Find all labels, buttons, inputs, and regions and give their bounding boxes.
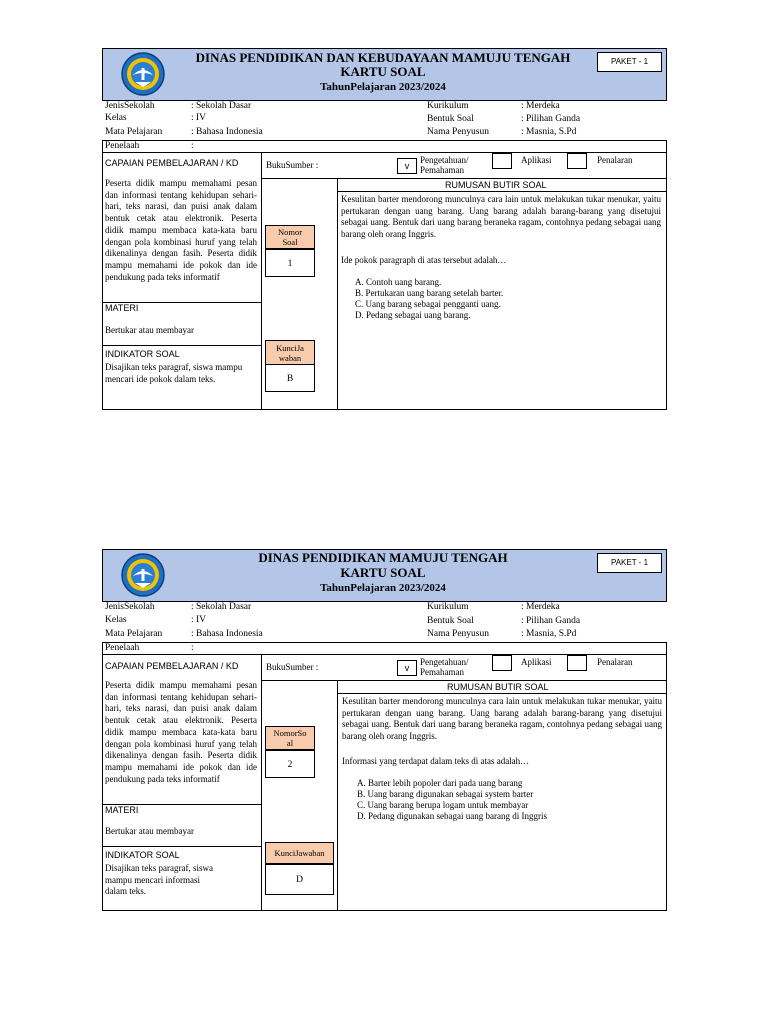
materi-text: Bertukar atau membayar xyxy=(105,826,194,836)
divider xyxy=(261,178,667,179)
info-mapel-value: : Bahasa Indonesia xyxy=(191,629,263,639)
info-kelas-value: : IV xyxy=(191,615,207,625)
card-header xyxy=(102,48,667,101)
info-bentuk-label: Bentuk Soal xyxy=(427,616,474,626)
buku-sumber-label: BukuSumber : xyxy=(266,160,319,170)
info-penelaah-value: : xyxy=(191,643,194,653)
pengetahuan-checkbox[interactable]: v xyxy=(397,660,417,676)
info-kurikulum-value: : Merdeka xyxy=(521,602,560,612)
divider xyxy=(337,178,338,410)
question-text: Ide pokok paragraph di atas tersebut adalah… xyxy=(341,255,507,265)
info-mapel-label: Mata Pelajaran xyxy=(105,629,163,639)
kartu-soal-card-1 xyxy=(102,48,667,410)
penalaran-label: Penalaran xyxy=(597,657,633,667)
materi-heading: MATERI xyxy=(105,805,139,815)
info-penelaah-value: : xyxy=(191,141,194,151)
aplikasi-checkbox[interactable] xyxy=(492,655,512,671)
materi-heading: MATERI xyxy=(105,303,139,313)
pengetahuan-label: Pengetahuan/ Pemahaman xyxy=(420,155,469,175)
info-bentuk-value: : Pilihan Ganda xyxy=(521,616,581,626)
option-d[interactable]: D. Pedang sebagai uang barang. xyxy=(355,310,471,320)
option-b[interactable]: B. Uang barang digunakan sebagai system barter xyxy=(357,789,534,799)
capaian-text: Peserta didik mampu memahami pesan dan informasi tentang kehidupan sehari-hari, teks narasi, dan puisi anak dalam bentuk cetak atau elektronik. Peserta didik mampu membaca kata-kata baru dengan pola kombinasi huruf yang telah dikenalinya dengan fasih. Peserta didik mampu memahami ide pokok dan ide pendukung pada teks informatif xyxy=(105,680,257,784)
divider xyxy=(261,654,262,911)
divider xyxy=(337,693,667,694)
kunci-jawaban-value: B xyxy=(265,364,315,392)
nomor-soal-value: 2 xyxy=(265,750,315,778)
nomor-soal-value: 1 xyxy=(265,249,315,277)
divider xyxy=(102,345,261,346)
card-header xyxy=(102,549,667,602)
passage-text: Kesulitan barter mendorong munculnya cara lain untuk melakukan tukar menukar, yaitu pertukaran dengan uang barang. Uang barang adalah barang-barang yang disetujui sebagai uang. Bentuk dari uang barang beraneka ragam, contohnya pedang sebagai uang barang oleh orang Inggris. xyxy=(341,194,661,240)
header-year: TahunPelajaran 2023/2024 xyxy=(320,582,446,594)
option-c[interactable]: C. Uang barang sebagai pengganti uang. xyxy=(355,299,501,309)
passage-text: Kesulitan barter mendorong munculnya cara lain untuk melakukan tukar menukar, yaitu pertukaran dengan uang barang. Uang barang adalah barang-barang yang disetujui sebagai uang. Bentuk dari uang barang beraneka ragam, contohnya pedang sebagai uang barang oleh orang Inggris. xyxy=(342,696,662,742)
nomor-soal-label: NomorSo al xyxy=(265,726,315,750)
penalaran-checkbox[interactable] xyxy=(567,655,587,671)
info-penyusun-label: Nama Penyusun xyxy=(427,127,490,137)
nomor-soal-label: Nomor Soal xyxy=(265,225,315,249)
header-subtitle: KARTU SOAL xyxy=(340,565,426,580)
question-text: Informasi yang terdapat dalam teks di atas adalah… xyxy=(342,756,530,766)
option-a[interactable]: A. Contoh uang barang. xyxy=(355,277,442,287)
rumusan-heading: RUMUSAN BUTIR SOAL xyxy=(447,682,549,692)
rumusan-heading: RUMUSAN BUTIR SOAL xyxy=(445,180,547,190)
kunci-jawaban-value: D xyxy=(265,864,334,895)
materi-text: Bertukar atau membayar xyxy=(105,325,194,335)
tut-wuri-handayani-logo-icon xyxy=(117,552,169,598)
divider xyxy=(337,680,338,911)
info-penelaah-label: Penelaah xyxy=(105,141,140,151)
pengetahuan-checkbox[interactable]: v xyxy=(397,158,417,174)
indikator-heading: INDIKATOR SOAL xyxy=(105,850,180,860)
info-mapel-label: Mata Pelajaran xyxy=(105,127,163,137)
paket-badge: PAKET - 1 xyxy=(597,553,662,573)
option-b[interactable]: B. Pertukaran uang barang setelah barter. xyxy=(355,288,504,298)
divider xyxy=(261,680,667,681)
info-mapel-value: : Bahasa Indonesia xyxy=(191,127,263,137)
info-jenis-label: JenisSekolah xyxy=(105,602,155,612)
header-year: TahunPelajaran 2023/2024 xyxy=(320,81,446,93)
capaian-text: Peserta didik mampu memahami pesan dan informasi tentang kehidupan sehari-hari, teks narasi, dan puisi anak dalam bentuk cetak atau elektronik. Peserta didik mampu membaca kata-kata baru dengan pola kombinasi huruf yang telah dikenalinya dengan fasih. Peserta didik mampu memahami ide pokok dan ide pendukung pada teks informatif xyxy=(105,178,257,282)
info-jenis-value: : Sekolah Dasar xyxy=(191,602,252,612)
info-penelaah-label: Penelaah xyxy=(105,643,140,653)
pengetahuan-label: Pengetahuan/ Pemahaman xyxy=(420,657,469,677)
option-c[interactable]: C. Uang barang berupa logam untuk membayar xyxy=(357,800,529,810)
buku-sumber-label: BukuSumber : xyxy=(266,662,319,672)
info-penyusun-value: : Masnia, S.Pd xyxy=(521,127,577,137)
header-title: DINAS PENDIDIKAN MAMUJU TENGAH xyxy=(258,550,508,565)
kunci-jawaban-label: KunciJawaban xyxy=(265,842,334,864)
tut-wuri-handayani-logo-icon xyxy=(117,51,169,97)
info-penyusun-value: : Masnia, S.Pd xyxy=(521,629,577,639)
option-d[interactable]: D. Pedang digunakan sebagai uang barang di Inggris xyxy=(357,811,547,821)
info-kurikulum-value: : Merdeka xyxy=(521,101,560,111)
penalaran-label: Penalaran xyxy=(597,155,633,165)
paket-badge: PAKET - 1 xyxy=(597,52,662,72)
info-kurikulum-label: Kurikulum xyxy=(427,602,469,612)
header-title: DINAS PENDIDIKAN DAN KEBUDAYAAN MAMUJU TENGAH xyxy=(195,50,571,65)
penalaran-checkbox[interactable] xyxy=(567,153,587,169)
info-kelas-label: Kelas xyxy=(105,615,127,625)
info-jenis-value: : Sekolah Dasar xyxy=(191,101,252,111)
option-a[interactable]: A. Barter lebih popoler dari pada uang barang xyxy=(357,778,523,788)
divider xyxy=(337,191,667,192)
aplikasi-checkbox[interactable] xyxy=(492,153,512,169)
header-subtitle: KARTU SOAL xyxy=(340,64,426,79)
capaian-heading: CAPAIAN PEMBELAJARAN / KD xyxy=(105,661,239,671)
info-bentuk-value: : Pilihan Ganda xyxy=(521,114,581,124)
aplikasi-label: Aplikasi xyxy=(521,657,552,667)
info-jenis-label: JenisSekolah xyxy=(105,101,155,111)
divider xyxy=(102,846,261,847)
indikator-text: Disajikan teks paragraf, siswa mampu mencari ide pokok dalam teks. xyxy=(105,362,243,384)
kunci-jawaban-label: KunciJa waban xyxy=(265,340,315,365)
info-kelas-value: : IV xyxy=(191,113,207,123)
indikator-heading: INDIKATOR SOAL xyxy=(105,349,180,359)
divider xyxy=(261,152,262,410)
info-kurikulum-label: Kurikulum xyxy=(427,101,469,111)
info-bentuk-label: Bentuk Soal xyxy=(427,114,474,124)
capaian-heading: CAPAIAN PEMBELAJARAN / KD xyxy=(105,158,239,168)
aplikasi-label: Aplikasi xyxy=(521,155,552,165)
kartu-soal-card-2 xyxy=(102,549,667,911)
indikator-text: Disajikan teks paragraf, siswa mampu mencari informasi dalam teks. xyxy=(105,863,213,897)
info-kelas-label: Kelas xyxy=(105,113,127,123)
info-penyusun-label: Nama Penyusun xyxy=(427,629,490,639)
